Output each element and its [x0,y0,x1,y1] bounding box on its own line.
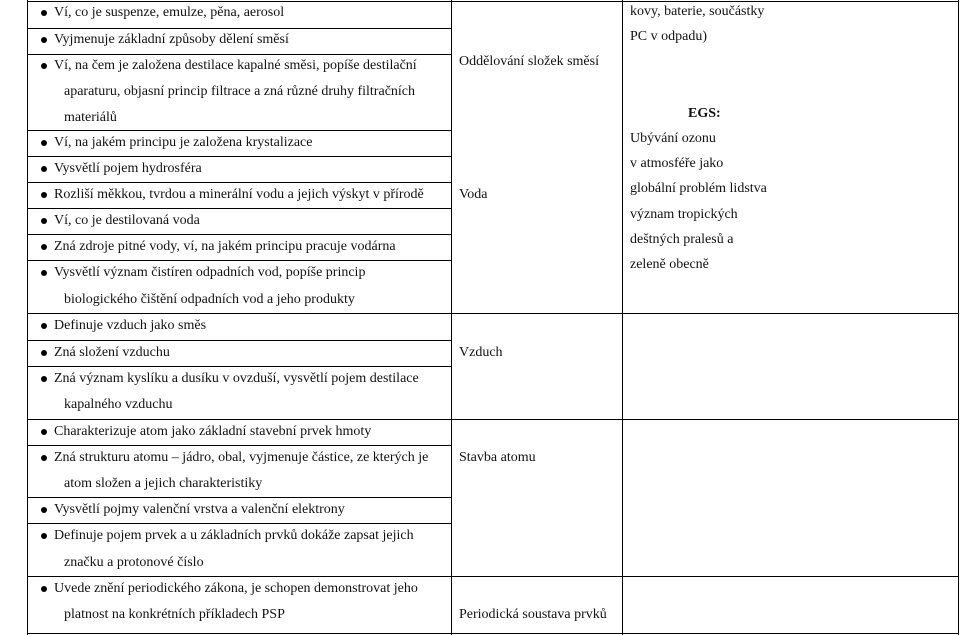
grid-line-row9 [27,366,451,367]
list-item: Vysvětlí pojem hydrosféra [54,161,202,176]
bullet-icon [41,533,47,539]
note-text: globální problém lidstva [630,181,767,196]
list-item: Zná složení vzduchu [54,345,170,360]
list-item: Vyjmenuje základní způsoby dělení směsí [54,32,289,47]
list-item-continuation: aparaturu, objasní princip filtrace a zná různé druhy filtračních [64,84,416,99]
list-item: Charakterizuje atom jako základní stavební prvek hmoty [54,424,372,439]
grid-line-top [27,1,959,2]
bullet-icon [41,350,47,356]
list-item-continuation: platnost na konkrétních příkladech PSP [64,607,285,622]
note-text: význam tropických [630,207,738,222]
grid-line-row3 [27,156,451,157]
list-item: Ví, co je suspenze, emulze, pěna, aerosol [54,5,285,20]
bullet-icon [41,270,47,276]
grid-line-row11 [27,497,451,498]
note-text: PC v odpadu) [630,29,707,44]
list-item-continuation: atom složen a jejich charakteristiky [64,476,263,491]
grid-line-section2 [27,313,959,314]
list-item: Zná strukturu atomu – jádro, obal, vyjmenuje částice, ze kterých je [54,450,429,465]
bullet-icon [41,166,47,172]
note-text: v atmosféře jako [630,156,724,171]
bullet-icon [41,323,47,329]
grid-line-bottom [27,633,959,634]
bullet-icon [41,218,47,224]
bullet-icon [41,376,47,382]
topic-label: Oddělování složek směsí [459,54,599,69]
grid-line-section3 [27,419,959,420]
list-item: Vysvětlí význam čistíren odpadních vod, popíše princip [54,265,366,280]
list-item: Ví, na čem je založena destilace kapalné směsi, popíše destilační [54,58,417,73]
bullet-icon [41,586,47,592]
bullet-icon [41,37,47,43]
grid-line-mid1 [451,0,452,635]
list-item: Uvede znění periodického zákona, je schopen demonstrovat jeho [54,581,418,596]
grid-line-row6 [27,234,451,235]
topic-label: Periodická soustava prvků [459,607,607,622]
list-item: Ví, na jakém principu je založena krystalizace [54,135,313,150]
list-item-continuation: značku a protonové číslo [64,555,204,570]
bullet-icon [41,63,47,69]
list-item-continuation: materiálů [64,110,117,125]
grid-line-mid2 [622,0,623,635]
grid-line-row5 [27,208,451,209]
note-text: zeleně obecně [630,257,709,272]
topic-label: Voda [459,187,488,202]
note-text: Ubývání ozonu [630,131,716,146]
topic-label: Vzduch [459,345,503,360]
note-text: deštných pralesů a [630,232,734,247]
grid-line-row7 [27,260,451,261]
note-text: kovy, baterie, součástky [630,4,765,19]
bullet-icon [41,140,47,146]
topic-label: Stavba atomu [459,450,536,465]
grid-line-left [27,0,28,635]
list-item: Zná význam kyslíku a dusíku v ovzduší, vysvětlí pojem destilace [54,371,419,386]
list-item-continuation: biologického čištění odpadních vod a jeho produkty [64,292,355,307]
grid-line-section1 [27,130,451,131]
grid-line-row2 [27,54,451,55]
list-item: Definuje vzduch jako směs [54,318,207,333]
grid-line-row1 [27,28,451,29]
list-item: Ví, co je destilovaná voda [54,213,200,228]
grid-line-row4 [27,182,451,183]
grid-line-section4 [27,576,959,577]
bullet-icon [41,455,47,461]
list-item-continuation: kapalného vzduchu [64,397,173,412]
list-item: Vysvětlí pojmy valenční vrstva a valenční elektrony [54,502,345,517]
grid-line-row10 [27,445,451,446]
list-item: Definuje pojem prvek a u základních prvků dokáže zapsat jejich [54,528,414,543]
bullet-icon [41,10,47,16]
grid-line-right [958,0,959,635]
note-heading: EGS: [688,106,721,121]
bullet-icon [41,507,47,513]
bullet-icon [41,429,47,435]
grid-line-row8 [27,340,451,341]
grid-line-row12 [27,523,451,524]
bullet-icon [41,244,47,250]
bullet-icon [41,192,47,198]
list-item: Zná zdroje pitné vody, ví, na jakém principu pracuje vodárna [54,239,396,254]
list-item: Rozliší měkkou, tvrdou a minerální vodu a jejich výskyt v přírodě [54,187,424,202]
